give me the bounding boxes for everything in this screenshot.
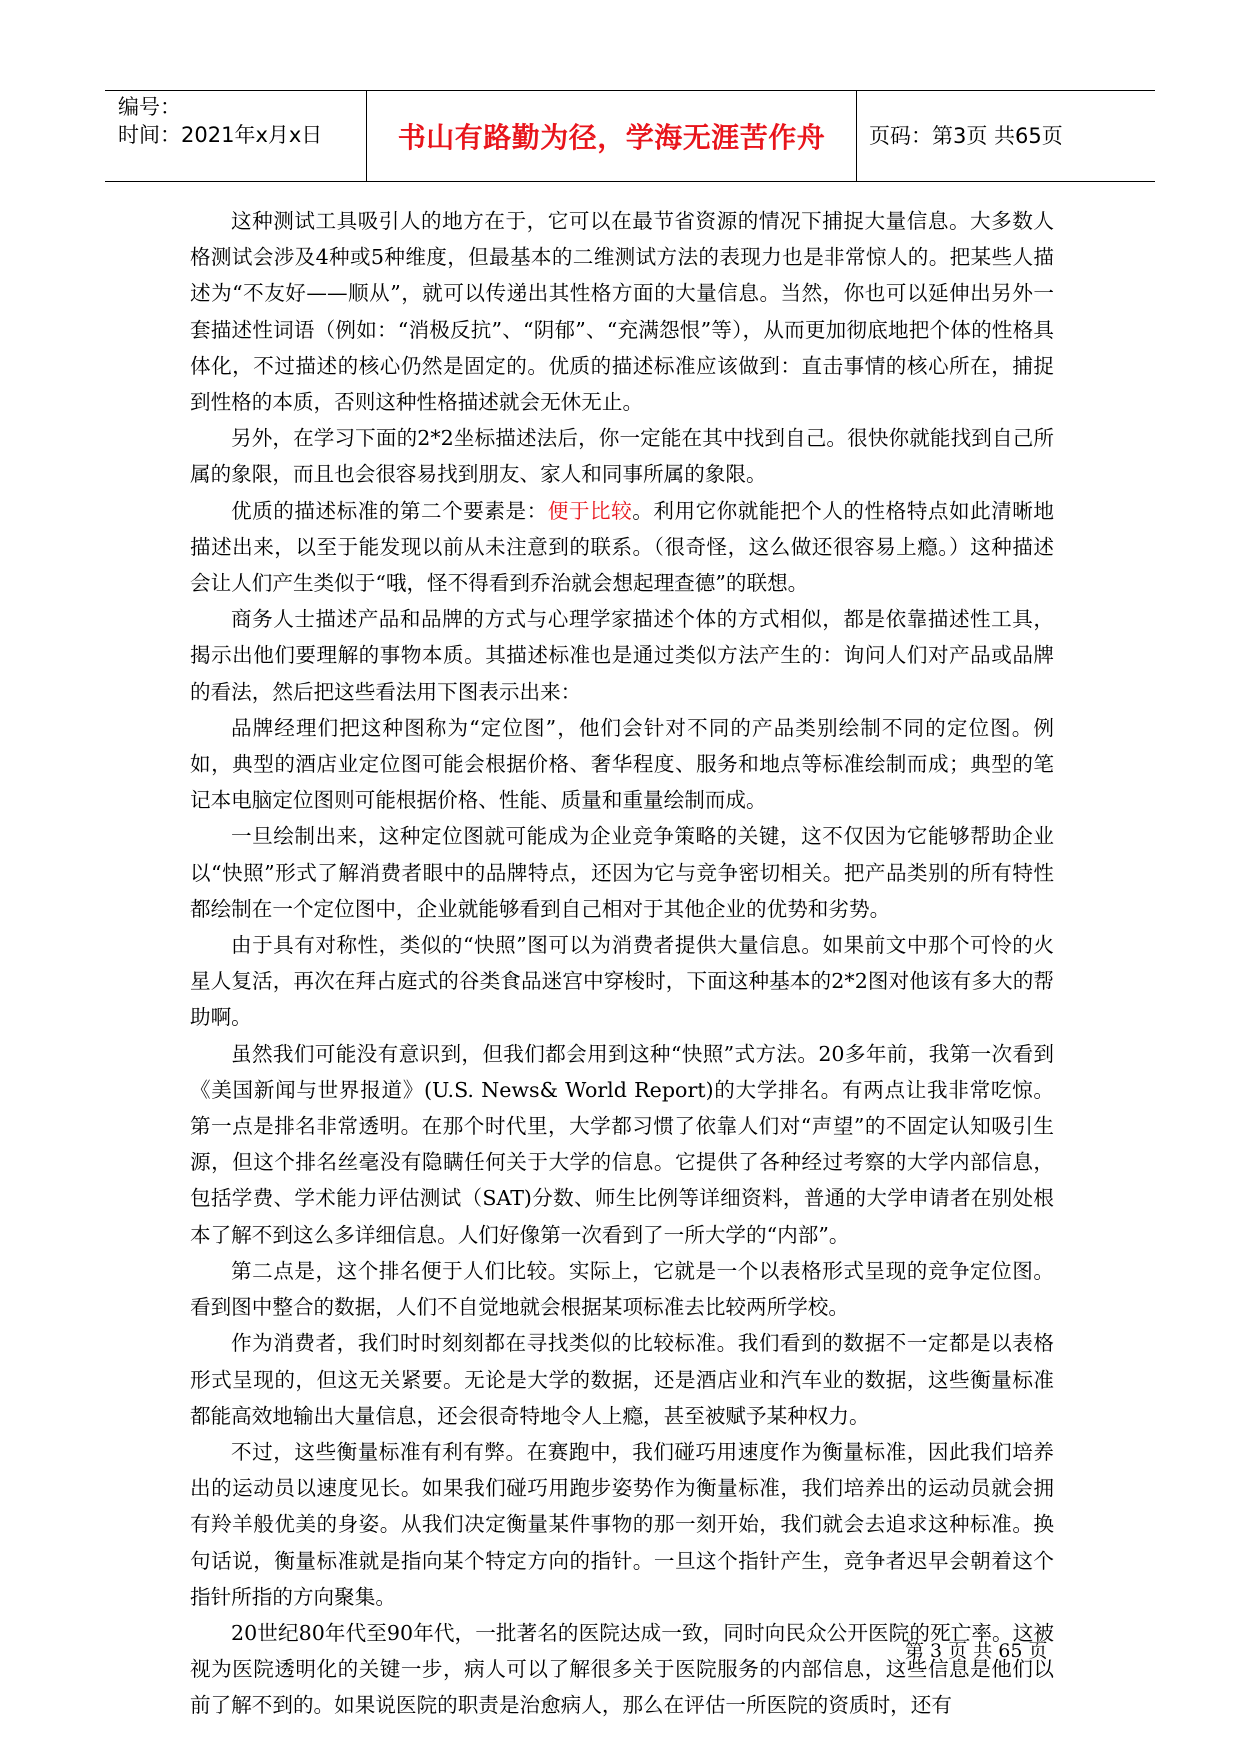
paragraph-12: 20世纪80年代至90年代，一批著名的医院达成一致，同时向民众公开医院的死亡率。这被视为医院透明化的关键一步，病人可以了解很多关于医院服务的内部信息，这些信息是他们以前了解不到的。如果说医院的职责是治愈病人，那么在评估一所医院的资质时，还有 [190, 1620, 1054, 1718]
paragraph-11: 不过，这些衡量标准有利有弊。在赛跑中，我们碰巧用速度作为衡量标准，因此我们培养出的运动员以速度见长。如果我们碰巧用跑步姿势作为衡量标准，我们培养出的运动员就会拥有羚羊般优美的身姿。从我们决定衡量某件事物的那一刻开始，我们就会去追求这种标准。换句话说，衡量标准就是指向某个特定方向的指针。一旦这个指针产生，竞争者迟早会朝着这个指针所指的方向聚集。 [190, 1439, 1054, 1609]
paragraph-3-end: 。利用它你就能把个人的性格特点如此清晰地描述出来，以至于能发现以前从未注意到的联系。（很奇怪，这么做还很容易上瘾。）这种描述会让人们产生类似于“哦，怪不得看到乔治就会想起理查德”的联想。 [190, 498, 1055, 596]
paragraph-10: 作为消费者，我们时时刻刻都在寻找类似的比较标准。我们看到的数据不一定都是以表格形式呈现的，但这无关紧要。无论是大学的数据，还是酒店业和汽车业的数据，这些衡量标准都能高效地输出大量信息，还会很奇特地令人上瘾，甚至被赋予某种权力。 [190, 1331, 1054, 1428]
header-page-cell [857, 91, 1155, 181]
paragraph-7: 由于具有对称性，类似的“快照”图可以为消费者提供大量信息。如果前文中那个可怜的火星人复活，再次在拜占庭式的谷类食品迷宫中穿梭时，下面这种基本的2*2图对他该有多大的帮助啊。 [190, 933, 1054, 1030]
paragraph-2: 另外，在学习下面的2*2坐标描述法后，你一定能在其中找到自己。很快你就能找到自己所属的象限，而且也会很容易找到朋友、家人和同事所属的象限。 [190, 426, 1054, 487]
paragraph-9: 第二点是，这个排名便于人们比较。实际上，它就是一个以表格形式呈现的竞争定位图。看到图中整合的数据，人们不自觉地就会根据某项标准去比较两所学校。 [190, 1258, 1054, 1320]
paragraph-4: 商务人士描述产品和品牌的方式与心理学家描述个体的方式相似，都是依靠描述性工具，揭示出他们要理解的事物本质。其描述标准也是通过类似方法产生的：询问人们对产品或品牌的看法，然后把这些看法用下图表示出来： [190, 607, 1054, 704]
header-info-cell [105, 91, 367, 181]
motto-text: 书山有路勤为径，学海无涯苦作舟 [397, 121, 826, 154]
paragraph-3-start: 优质的描述标准的第二个要素是： [231, 498, 548, 523]
paragraph-6: 一旦绘制出来，这种定位图就可能成为企业竞争策略的关键，这不仅因为它能够帮助企业以“快照”形式了解消费者眼中的品牌特点，还因为它与竞争密切相关。把产品类别的所有特性都绘制在一个定位图中，企业就能够看到自己相对于其他企业的优势和劣势。 [190, 824, 1054, 921]
page-footer: 第 3 页 共 65 页 [905, 1640, 1048, 1662]
paragraph-8: 虽然我们可能没有意识到，但我们都会用到这种“快照”式方法。20多年前，我第一次看到《美国新闻与世界报道》(U.S. News& World Report)的大学排名。有两点让我非常吃惊。第一点是排名非常透明。在那个时代里，大学都习惯了依靠人们对“声望”的不固定认知吸引生源，但这个排名丝毫没有隐瞒任何关于大学的信息。它提供了各种经过考察的大学内部信息，包括学费、学术能力评估测试（SAT)分数、师生比例等详细资料，普通的大学申请者在别处根本了解不到这么多详细信息。人们好像第一次看到了一所大学的“内部”。 [190, 1041, 1054, 1247]
document-body [190, 203, 1054, 1724]
paragraph-3 [190, 493, 1054, 602]
header-motto-cell [367, 91, 857, 181]
document-number-label: 编号： [118, 95, 181, 119]
paragraph-5: 品牌经理们把这种图称为“定位图”，他们会针对不同的产品类别绘制不同的定位图。例如，典型的酒店业定位图可能会根据价格、奢华程度、服务和地点等标准绘制而成；典型的笔记本电脑定位图则可能根据价格、性能、质量和重量绘制而成。 [190, 715, 1054, 813]
highlighted-term: 便于比较 [547, 498, 633, 523]
paragraph-1: 这种测试工具吸引人的地方在于，它可以在最节省资源的情况下捕捉大量信息。大多数人格测试会涉及4种或5种维度，但最基本的二维测试方法的表现力也是非常惊人的。把某些人描述为“不友好——顺从”，就可以传递出其性格方面的大量信息。当然，你也可以延伸出另外一套描述性词语（例如：“消极反抗”、“阴郁”、“充满怨恨”等），从而更加彻底地把个体的性格具体化，不过描述的核心仍然是固定的。优质的描述标准应该做到：直击事情的核心所在，捕捉到性格的本质，否则这种性格描述就会无休无止。 [190, 209, 1054, 415]
header-page-label: 页码：第3页 共65页 [869, 124, 1063, 148]
page-header [105, 90, 1155, 182]
document-time-label: 时间：2021年x月x日 [118, 123, 323, 147]
